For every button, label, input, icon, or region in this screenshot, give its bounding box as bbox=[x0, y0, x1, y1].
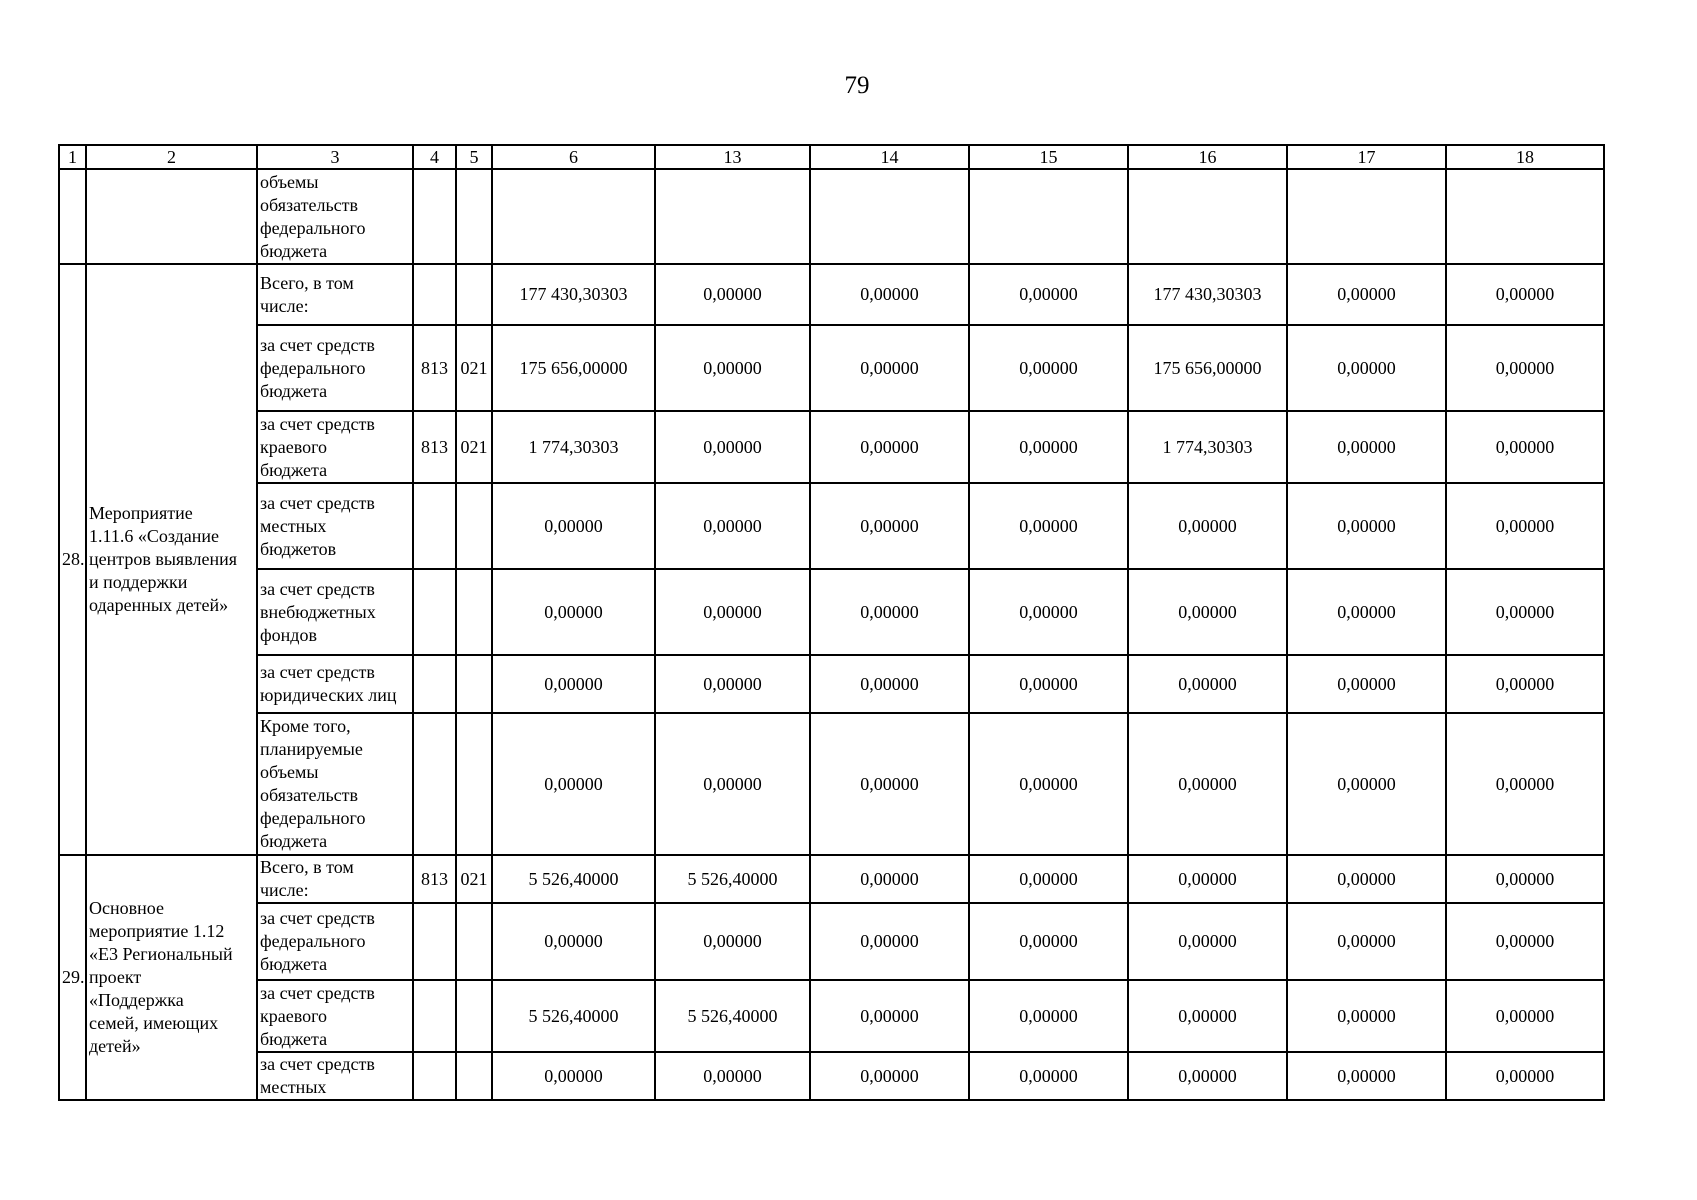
value-cell: 1 774,30303 bbox=[1128, 411, 1287, 483]
value-cell: 0,00000 bbox=[969, 655, 1128, 713]
text-line: центров выявления bbox=[89, 549, 237, 569]
value-cell: 0,00000 bbox=[810, 713, 969, 855]
column-number-header: 17 bbox=[1287, 145, 1446, 169]
value-cell: 0,00000 bbox=[655, 1052, 810, 1100]
funding-source-cell bbox=[257, 483, 413, 569]
value-cell: 0,00000 bbox=[655, 569, 810, 655]
value-cell bbox=[492, 169, 655, 264]
value-cell: 0,00000 bbox=[492, 483, 655, 569]
column-number-header: 15 bbox=[969, 145, 1128, 169]
value-cell bbox=[655, 169, 810, 264]
value-cell: 0,00000 bbox=[1128, 655, 1287, 713]
value-cell: 0,00000 bbox=[1287, 483, 1446, 569]
text-line: числе: bbox=[260, 295, 309, 316]
text-line: фондов bbox=[260, 624, 317, 645]
text-line: федерального bbox=[260, 931, 366, 951]
table-row bbox=[59, 713, 1604, 855]
value-cell: 0,00000 bbox=[1446, 903, 1604, 980]
value-cell: 1 774,30303 bbox=[492, 411, 655, 483]
text-line: 1.11.6 «Создание bbox=[89, 526, 220, 546]
value-cell: 0,00000 bbox=[1446, 713, 1604, 855]
funding-source-cell bbox=[257, 569, 413, 655]
text-line: семей, имеющих bbox=[89, 1013, 219, 1033]
text-line: за счет средств bbox=[260, 908, 375, 928]
value-cell: 177 430,30303 bbox=[492, 264, 655, 325]
code-cell bbox=[413, 903, 456, 980]
funding-source-cell bbox=[257, 325, 413, 411]
code-cell bbox=[456, 569, 492, 655]
text-line: планируемые bbox=[260, 739, 363, 759]
value-cell: 0,00000 bbox=[1287, 855, 1446, 903]
text-line: внебюджетных bbox=[260, 601, 376, 622]
code-cell bbox=[456, 169, 492, 264]
table-row bbox=[59, 411, 1604, 483]
value-cell: 177 430,30303 bbox=[1128, 264, 1287, 325]
code-cell bbox=[413, 569, 456, 655]
row-number-cell bbox=[59, 169, 86, 264]
budget-table bbox=[58, 144, 1605, 1101]
funding-source-cell bbox=[257, 1052, 413, 1100]
value-cell: 5 526,40000 bbox=[655, 855, 810, 903]
value-cell: 0,00000 bbox=[969, 903, 1128, 980]
value-cell: 5 526,40000 bbox=[655, 980, 810, 1052]
value-cell: 0,00000 bbox=[1128, 980, 1287, 1052]
value-cell bbox=[810, 169, 969, 264]
page-number: 79 bbox=[844, 72, 870, 99]
text-line: проект bbox=[89, 967, 142, 987]
row-number-cell: 28. bbox=[59, 264, 86, 855]
value-cell: 0,00000 bbox=[810, 569, 969, 655]
funding-source-cell bbox=[257, 264, 413, 325]
value-cell: 5 526,40000 bbox=[492, 855, 655, 903]
value-cell: 0,00000 bbox=[1128, 903, 1287, 980]
value-cell: 0,00000 bbox=[1287, 713, 1446, 855]
funding-source-cell bbox=[257, 411, 413, 483]
column-number-header: 2 bbox=[86, 145, 257, 169]
text-line: Основное bbox=[89, 898, 164, 918]
value-cell: 175 656,00000 bbox=[492, 325, 655, 411]
table-row bbox=[59, 855, 1604, 903]
text-line: Кроме того, bbox=[260, 716, 351, 736]
value-cell: 0,00000 bbox=[492, 903, 655, 980]
text-line: местных bbox=[260, 515, 327, 536]
text-line: бюджета bbox=[260, 1028, 328, 1049]
text-line: за счет средств bbox=[260, 492, 375, 513]
value-cell: 0,00000 bbox=[1446, 411, 1604, 483]
value-cell: 0,00000 bbox=[969, 980, 1128, 1052]
value-cell: 175 656,00000 bbox=[1128, 325, 1287, 411]
value-cell: 0,00000 bbox=[655, 325, 810, 411]
funding-source-cell bbox=[257, 169, 413, 264]
text-line: бюджета bbox=[260, 954, 328, 974]
code-cell bbox=[456, 713, 492, 855]
measure-name-cell bbox=[86, 855, 257, 1100]
text-line: краевого bbox=[260, 1005, 328, 1026]
text-line: числе: bbox=[260, 880, 309, 900]
table-row bbox=[59, 483, 1604, 569]
table-row bbox=[59, 1052, 1604, 1100]
text-line: бюджетов bbox=[260, 538, 337, 559]
text-line: бюджета bbox=[260, 240, 328, 261]
value-cell: 0,00000 bbox=[969, 411, 1128, 483]
code-cell bbox=[413, 483, 456, 569]
value-cell: 0,00000 bbox=[969, 1052, 1128, 1100]
text-line: «Е3 Региональный bbox=[89, 944, 233, 964]
column-number-header: 16 bbox=[1128, 145, 1287, 169]
text-line: за счет средств bbox=[260, 413, 375, 434]
text-line: бюджета bbox=[260, 459, 328, 480]
value-cell: 0,00000 bbox=[1128, 855, 1287, 903]
code-cell bbox=[456, 903, 492, 980]
code-cell bbox=[413, 713, 456, 855]
text-line: краевого bbox=[260, 436, 328, 457]
value-cell: 0,00000 bbox=[969, 569, 1128, 655]
value-cell: 0,00000 bbox=[1128, 1052, 1287, 1100]
measure-name-cell bbox=[86, 264, 257, 855]
value-cell: 0,00000 bbox=[810, 411, 969, 483]
value-cell: 0,00000 bbox=[492, 713, 655, 855]
code-cell bbox=[456, 980, 492, 1052]
table-row bbox=[59, 655, 1604, 713]
value-cell: 0,00000 bbox=[655, 483, 810, 569]
code-cell bbox=[456, 655, 492, 713]
value-cell bbox=[1287, 169, 1446, 264]
value-cell: 0,00000 bbox=[1446, 264, 1604, 325]
text-line: объемы bbox=[260, 171, 319, 192]
text-line: федерального bbox=[260, 357, 366, 378]
code-cell: 813 bbox=[413, 855, 456, 903]
code-cell bbox=[456, 483, 492, 569]
value-cell: 0,00000 bbox=[1287, 1052, 1446, 1100]
value-cell: 0,00000 bbox=[810, 264, 969, 325]
value-cell: 0,00000 bbox=[492, 655, 655, 713]
value-cell: 0,00000 bbox=[969, 483, 1128, 569]
funding-source-cell bbox=[257, 655, 413, 713]
text-line: местных bbox=[260, 1077, 327, 1097]
value-cell: 0,00000 bbox=[1287, 903, 1446, 980]
value-cell: 0,00000 bbox=[1287, 264, 1446, 325]
value-cell: 0,00000 bbox=[1287, 655, 1446, 713]
text-line: за счет средств bbox=[260, 578, 375, 599]
value-cell: 0,00000 bbox=[1287, 569, 1446, 655]
column-number-header: 13 bbox=[655, 145, 810, 169]
column-number-header: 4 bbox=[413, 145, 456, 169]
value-cell: 0,00000 bbox=[655, 655, 810, 713]
value-cell: 0,00000 bbox=[1446, 483, 1604, 569]
value-cell: 0,00000 bbox=[1446, 980, 1604, 1052]
value-cell: 0,00000 bbox=[1287, 325, 1446, 411]
value-cell: 0,00000 bbox=[969, 325, 1128, 411]
code-cell bbox=[413, 980, 456, 1052]
value-cell: 0,00000 bbox=[1128, 713, 1287, 855]
text-line: детей» bbox=[89, 1036, 141, 1056]
funding-source-cell bbox=[257, 713, 413, 855]
value-cell bbox=[1128, 169, 1287, 264]
code-cell: 021 bbox=[456, 325, 492, 411]
text-line: федерального bbox=[260, 217, 366, 238]
table-row bbox=[59, 325, 1604, 411]
value-cell: 0,00000 bbox=[1446, 655, 1604, 713]
value-cell: 0,00000 bbox=[655, 264, 810, 325]
column-number-header-row bbox=[59, 145, 1604, 169]
table-row bbox=[59, 569, 1604, 655]
text-line: бюджета bbox=[260, 831, 328, 851]
text-line: обязательств bbox=[260, 785, 359, 805]
text-line: и поддержки bbox=[89, 572, 188, 592]
value-cell: 0,00000 bbox=[1446, 855, 1604, 903]
value-cell: 0,00000 bbox=[969, 713, 1128, 855]
text-line: мероприятие 1.12 bbox=[89, 921, 225, 941]
value-cell bbox=[969, 169, 1128, 264]
code-cell bbox=[456, 1052, 492, 1100]
text-line: федерального bbox=[260, 808, 366, 828]
code-cell bbox=[413, 655, 456, 713]
text-line: одаренных детей» bbox=[89, 595, 229, 615]
table-row bbox=[59, 264, 1604, 325]
table-row bbox=[59, 169, 1604, 264]
value-cell: 0,00000 bbox=[810, 855, 969, 903]
value-cell bbox=[1446, 169, 1604, 264]
text-line: за счет средств bbox=[260, 982, 375, 1003]
funding-source-cell bbox=[257, 903, 413, 980]
column-number-header: 14 bbox=[810, 145, 969, 169]
text-line: бюджета bbox=[260, 380, 328, 401]
column-number-header: 3 bbox=[257, 145, 413, 169]
value-cell: 0,00000 bbox=[810, 980, 969, 1052]
code-cell: 813 bbox=[413, 325, 456, 411]
value-cell: 0,00000 bbox=[492, 569, 655, 655]
code-cell bbox=[413, 264, 456, 325]
text-line: за счет средств bbox=[260, 334, 375, 355]
measure-name-cell bbox=[86, 169, 257, 264]
text-line: за счет средств bbox=[260, 662, 375, 682]
value-cell: 0,00000 bbox=[1446, 325, 1604, 411]
value-cell: 0,00000 bbox=[1446, 1052, 1604, 1100]
value-cell: 0,00000 bbox=[655, 411, 810, 483]
table-row bbox=[59, 903, 1604, 980]
column-number-header: 6 bbox=[492, 145, 655, 169]
text-line: за счет средств bbox=[260, 1054, 375, 1074]
value-cell: 0,00000 bbox=[810, 655, 969, 713]
text-line: объемы bbox=[260, 762, 319, 782]
value-cell: 0,00000 bbox=[1287, 980, 1446, 1052]
value-cell: 0,00000 bbox=[1287, 411, 1446, 483]
funding-source-cell bbox=[257, 855, 413, 903]
value-cell: 0,00000 bbox=[810, 1052, 969, 1100]
row-number-cell: 29. bbox=[59, 855, 86, 1100]
value-cell: 0,00000 bbox=[810, 325, 969, 411]
code-cell bbox=[413, 169, 456, 264]
code-cell bbox=[413, 1052, 456, 1100]
value-cell: 0,00000 bbox=[655, 713, 810, 855]
code-cell: 021 bbox=[456, 411, 492, 483]
column-number-header: 1 bbox=[59, 145, 86, 169]
text-line: Всего, в том bbox=[260, 272, 354, 293]
table-row bbox=[59, 980, 1604, 1052]
value-cell: 0,00000 bbox=[810, 903, 969, 980]
value-cell: 0,00000 bbox=[492, 1052, 655, 1100]
value-cell: 5 526,40000 bbox=[492, 980, 655, 1052]
code-cell: 813 bbox=[413, 411, 456, 483]
text-line: Мероприятие bbox=[89, 503, 193, 523]
text-line: «Поддержка bbox=[89, 990, 184, 1010]
value-cell: 0,00000 bbox=[1128, 483, 1287, 569]
value-cell: 0,00000 bbox=[655, 903, 810, 980]
value-cell: 0,00000 bbox=[1128, 569, 1287, 655]
code-cell: 021 bbox=[456, 855, 492, 903]
code-cell bbox=[456, 264, 492, 325]
column-number-header: 5 bbox=[456, 145, 492, 169]
text-line: обязательств bbox=[260, 194, 359, 215]
funding-source-cell bbox=[257, 980, 413, 1052]
value-cell: 0,00000 bbox=[1446, 569, 1604, 655]
text-line: юридических лиц bbox=[260, 685, 397, 705]
value-cell: 0,00000 bbox=[969, 855, 1128, 903]
value-cell: 0,00000 bbox=[810, 483, 969, 569]
column-number-header: 18 bbox=[1446, 145, 1604, 169]
text-line: Всего, в том bbox=[260, 857, 354, 877]
value-cell: 0,00000 bbox=[969, 264, 1128, 325]
